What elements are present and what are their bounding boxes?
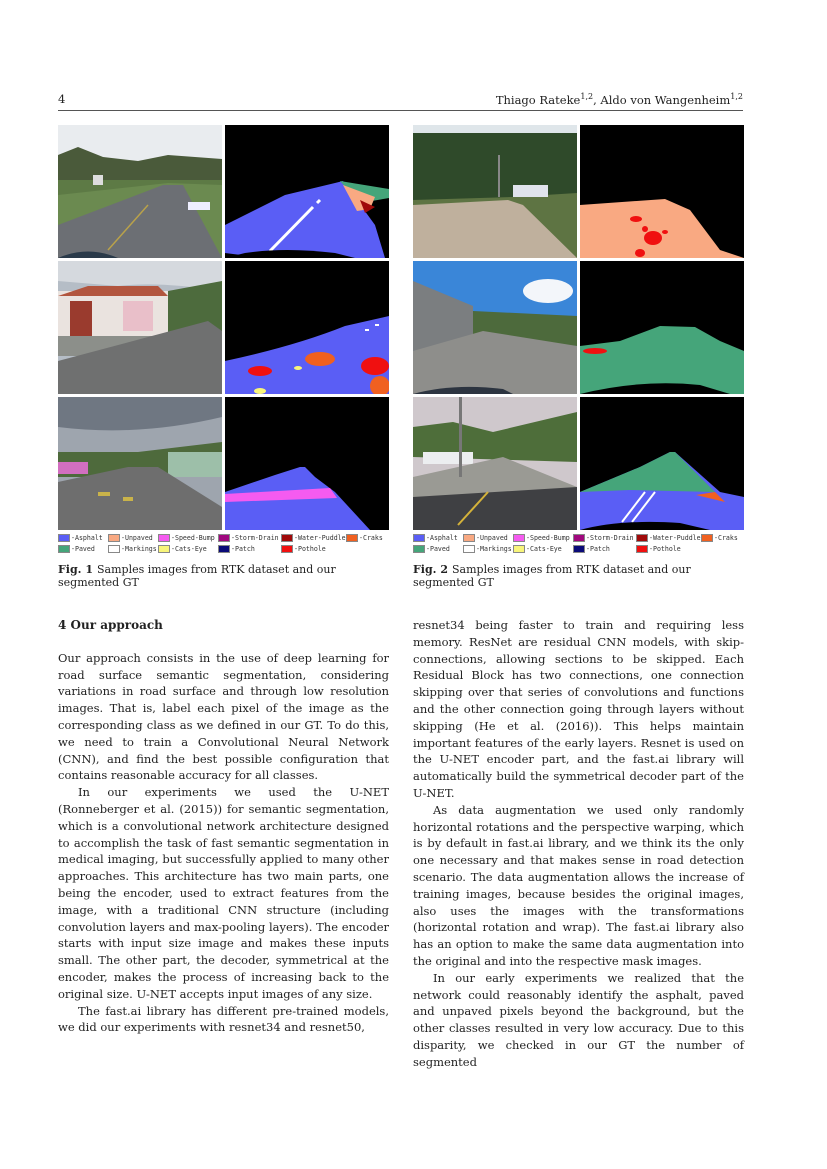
paragraph: As data augmentation we used only randomly horizontal rotations and the perspective warping, which is by default in fast.ai library, and we think its the only one necessary and that makes sense in road detection scenario. The data augmentation allows the increase of training images, because besides the original images, also uses the images with the transformations (horizontal rotation and wrap). The fast.ai library also has an option to make the same data augmentation into the original and into the respective mask images. [413, 802, 744, 968]
photo-asphalt-to-paved [413, 397, 577, 530]
section-heading: 4 Our approach [58, 618, 163, 632]
swatch-craks [701, 534, 713, 542]
swatch-unpaved [108, 534, 120, 542]
author-2: Aldo von Wangenheim [600, 92, 731, 107]
legend-item-markings: -Markings [463, 544, 512, 554]
paragraph: resnet34 being faster to train and requiring less memory. ResNet are residual CNN models, with skip-connections, allowing sections to be skipped. Each Residual Block has two connections, one connection skipping over that series of convolutions and functions and the other connection going through layers without skipping (He et al. (2016)). This helps maintain important features of the early layers. Resnet is used on the U-NET encoder part, and the fast.ai library will automatically build the symmetrical decoder part of the U-NET. [413, 618, 744, 800]
mask-asphalt-markings [225, 125, 389, 258]
swatch-pothole [281, 545, 293, 553]
photo-asphalt-road-fences [58, 125, 222, 258]
swatch-speed-bump [513, 534, 525, 542]
right-column [413, 617, 744, 1071]
swatch-storm-drain [573, 534, 585, 542]
authors: Thiago Rateke$^{1,2}$, Aldo von Wangenheim$^{1,2}$ [495, 92, 743, 107]
figure-2-image-grid [413, 125, 744, 529]
legend-item-water-puddle: -Water-Puddle [281, 533, 346, 543]
legend-item-water-puddle: -Water-Puddle [636, 533, 701, 543]
legend-item-speed-bump: -Speed-Bump [513, 533, 570, 543]
legend-item-patch: -Patch [573, 544, 610, 554]
swatch-water-puddle [281, 534, 293, 542]
mask-unpaved-potholes [580, 125, 744, 258]
legend-item-cats-eye: -Cats-Eye [513, 544, 562, 554]
figure-2-caption: Fig. 2 Samples images from RTK dataset and our segmented GT [413, 563, 691, 589]
photo-paved-road [413, 261, 577, 394]
photo-unpaved-road [413, 125, 577, 258]
swatch-asphalt [58, 534, 70, 542]
swatch-cats-eye [513, 545, 525, 553]
legend-item-asphalt: -Asphalt [58, 533, 103, 543]
paragraph: The fast.ai library has different pre-trained models, we did our experiments with resnet34 and resnet50, [58, 1003, 389, 1035]
swatch-markings [463, 545, 475, 553]
page-number: 4 [58, 92, 66, 106]
legend-item-craks: -Craks [346, 533, 383, 543]
legend-item-storm-drain: -Storm-Drain [573, 533, 634, 543]
swatch-pothole [636, 545, 648, 553]
mask-paved-pothole [580, 261, 744, 394]
left-column [58, 617, 389, 1036]
mask-asphalt-speed-bump [225, 397, 389, 530]
figure-1 [58, 125, 389, 589]
paragraph: In our experiments we used the U-NET (Ronneberger et al. (2015)) for semantic segmentation, which is a convolutional network architecture designed to accomplish the task of fast semantic segmentation in medical imaging, but successfully applied to many other approaches. This architecture has two main parts, one being the encoder, used to extract features from the image, with a traditional CNN structure (including convolution layers and max-pooling layers). The encoder starts with input size image and makes these inputs small. The other part, the decoder, symmetrical at the encoder, makes the process of increasing back to the original size. U-NET accepts input images of any size. [58, 785, 389, 1001]
legend-item-paved: -Paved [58, 544, 95, 554]
legend-item-unpaved: -Unpaved [108, 533, 153, 543]
mask-asphalt-potholes [225, 261, 389, 394]
figure-1-image-grid [58, 125, 389, 529]
swatch-paved [413, 545, 425, 553]
photo-road-houses [58, 261, 222, 394]
swatch-speed-bump [158, 534, 170, 542]
legend-item-pothole: -Pothole [636, 544, 681, 554]
legend-item-speed-bump: -Speed-Bump [158, 533, 215, 543]
swatch-water-puddle [636, 534, 648, 542]
swatch-paved [58, 545, 70, 553]
author-1: Thiago Rateke [495, 92, 581, 107]
paragraph: Our approach consists in the use of deep learning for road surface semantic segmentation, considering variations in road surface and through low resolution images. That is, label each pixel of the image as the corresponding class as we defined in our GT. To do this, we need to train a Convolutional Neural Network (CNN), and find the best possible configuration that contains reasonable accuracy for all classes. [58, 650, 389, 783]
figure-2 [413, 125, 744, 589]
swatch-patch [218, 545, 230, 553]
photo-road-speed-bump [58, 397, 222, 530]
figure-1-caption: Fig. 1 Samples images from RTK dataset and our segmented GT [58, 563, 336, 589]
legend-item-asphalt: -Asphalt [413, 533, 458, 543]
swatch-cats-eye [158, 545, 170, 553]
legend-item-craks: -Craks [701, 533, 738, 543]
swatch-unpaved [463, 534, 475, 542]
swatch-asphalt [413, 534, 425, 542]
paragraph: In our early experiments we realized that the network could reasonably identify the asphalt, paved and unpaved pixels beyond the background, but the other classes resulted in very low accuracy. Due to this disparity, we checked in our GT the number of segmented [413, 970, 744, 1069]
legend-item-storm-drain: -Storm-Drain [218, 533, 279, 543]
legend-item-pothole: -Pothole [281, 544, 326, 554]
legend-item-patch: -Patch [218, 544, 255, 554]
figure-2-legend [413, 533, 744, 557]
legend-item-markings: -Markings [108, 544, 157, 554]
swatch-craks [346, 534, 358, 542]
swatch-storm-drain [218, 534, 230, 542]
legend-item-unpaved: -Unpaved [463, 533, 508, 543]
legend-item-paved: -Paved [413, 544, 450, 554]
swatch-patch [573, 545, 585, 553]
running-header [58, 90, 743, 111]
legend-item-cats-eye: -Cats-Eye [158, 544, 207, 554]
figure-1-legend [58, 533, 389, 557]
mask-asphalt-paved-markings [580, 397, 744, 530]
swatch-markings [108, 545, 120, 553]
